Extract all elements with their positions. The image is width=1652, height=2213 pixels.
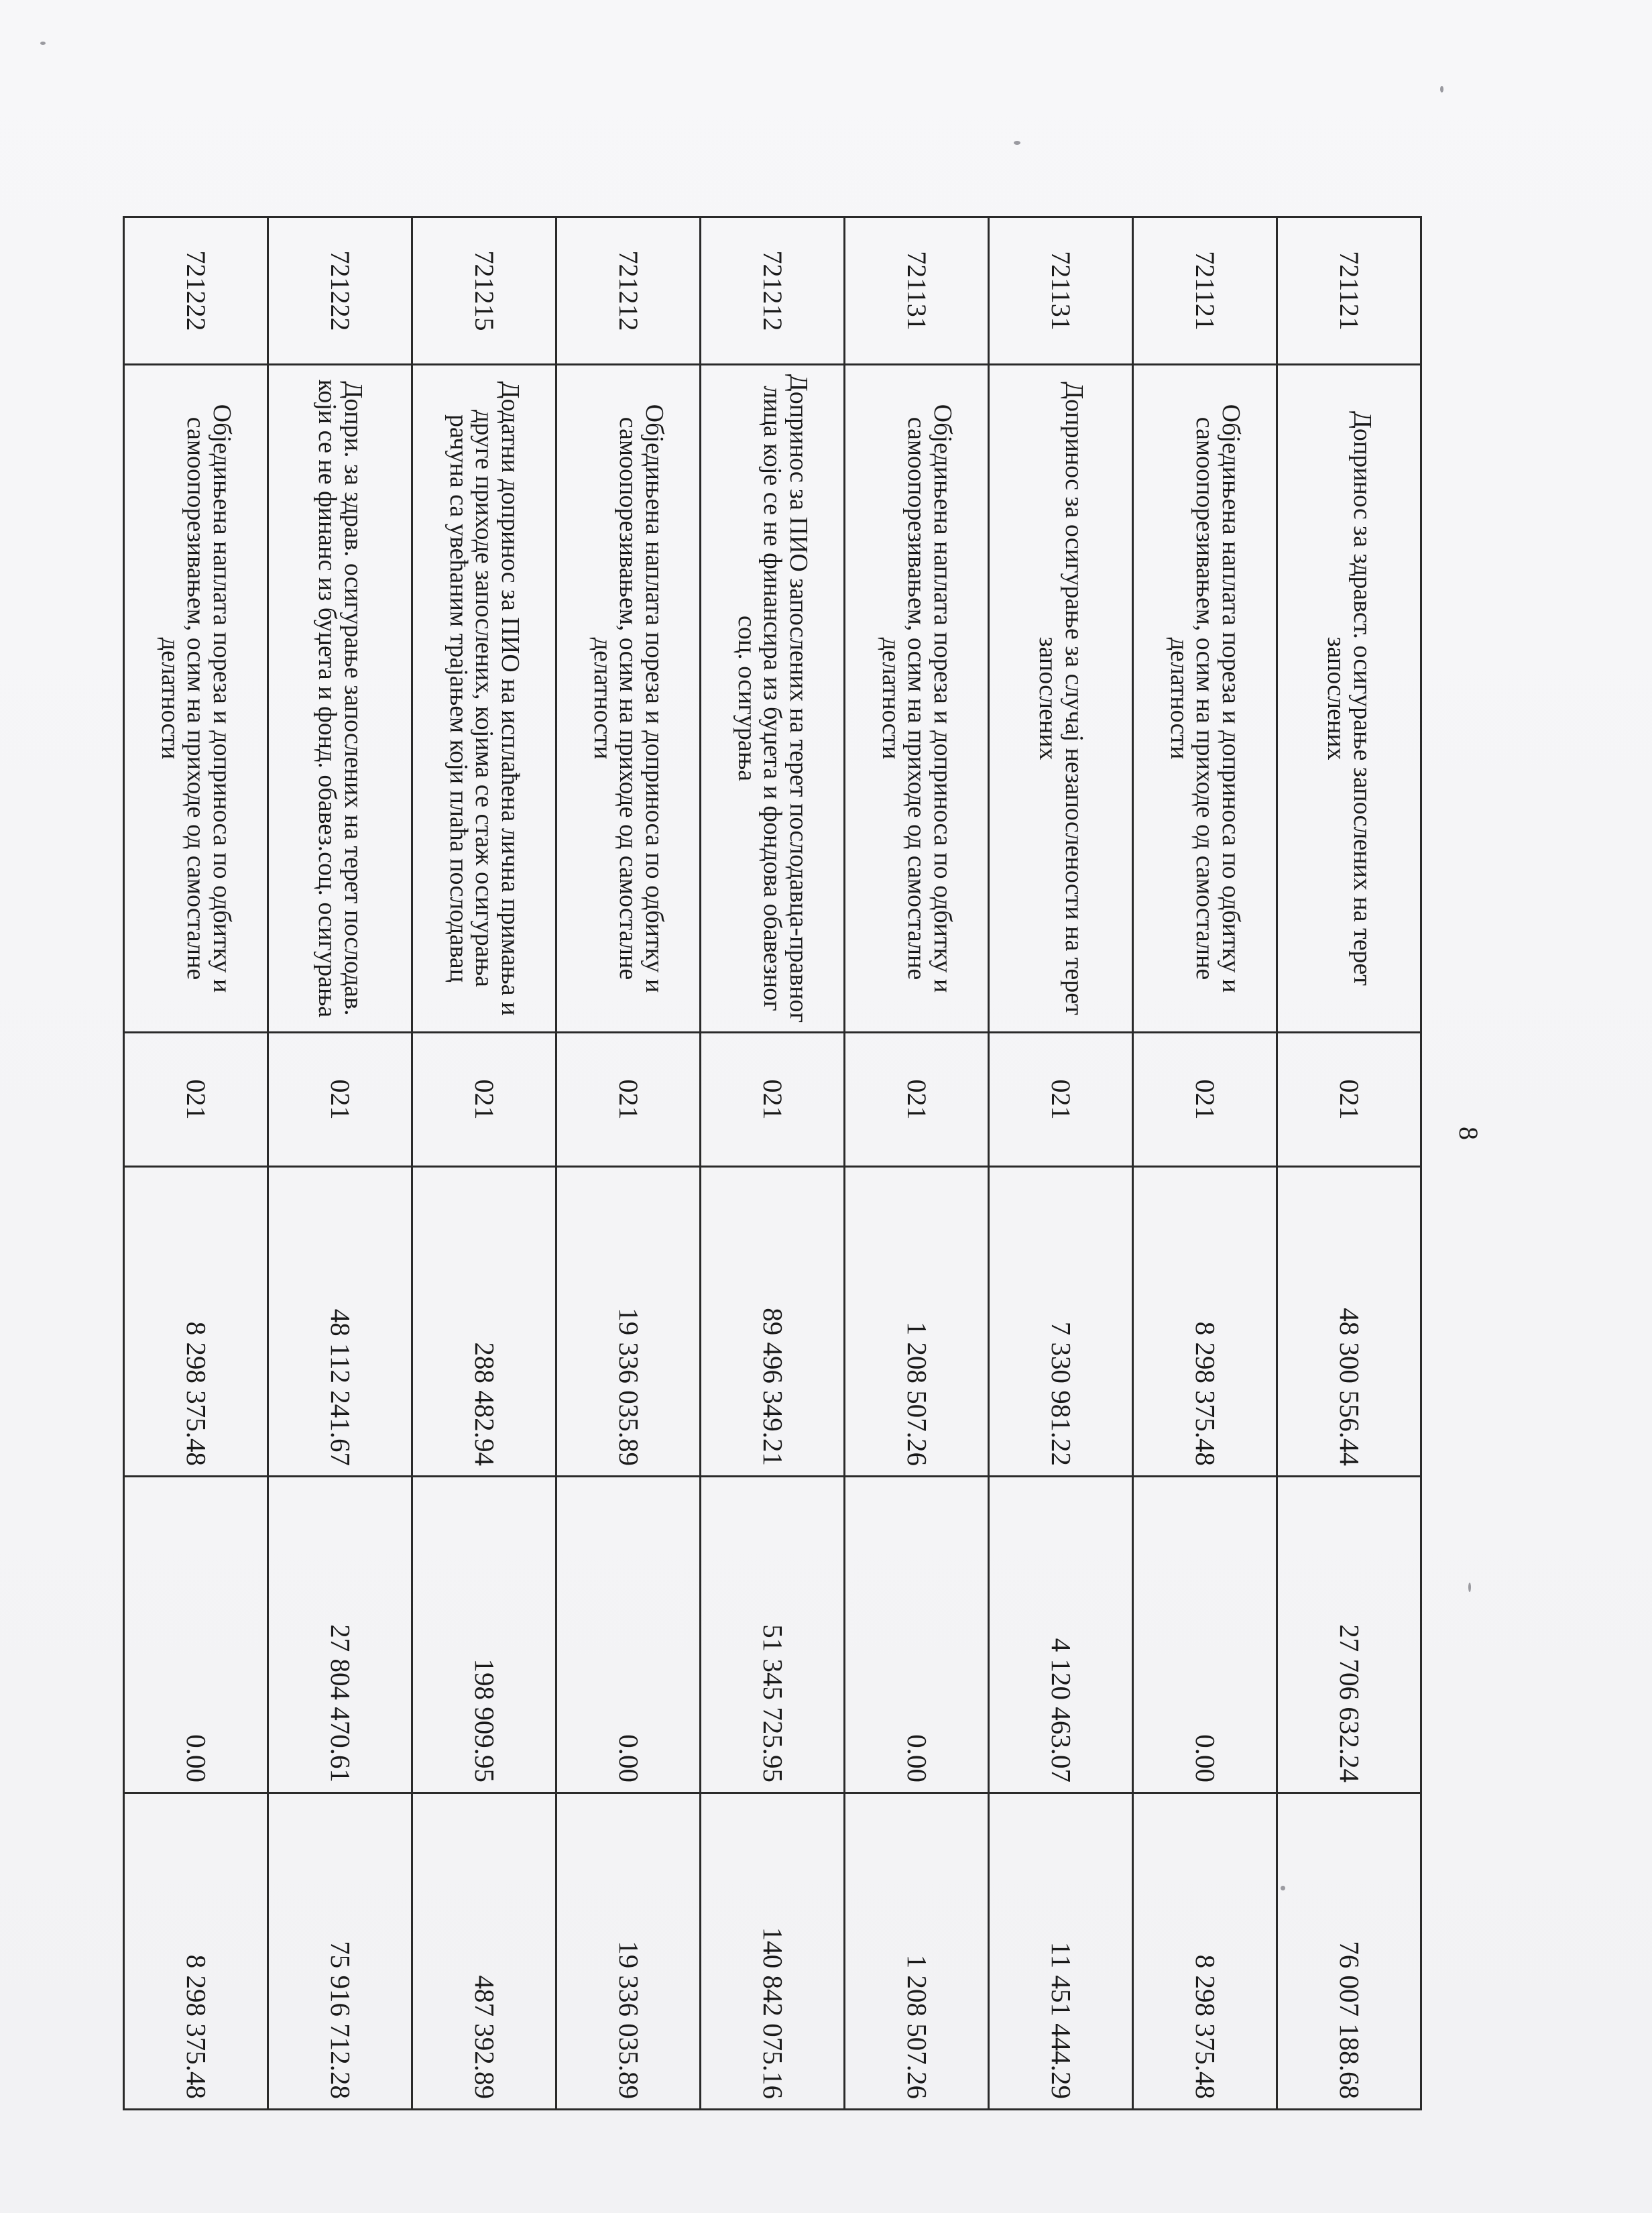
amount1-cell: 89 496 349.21 bbox=[701, 1167, 845, 1477]
total-cell: 487 392.89 bbox=[412, 1793, 556, 2110]
table-row bbox=[1277, 217, 1421, 2110]
amount2-cell: 0.00 bbox=[124, 1477, 268, 1793]
economic-code-cell: 721222 bbox=[268, 217, 412, 365]
table-row bbox=[268, 217, 412, 2110]
total-cell: 1 208 507.26 bbox=[845, 1793, 989, 2110]
total-cell: 8 298 375.48 bbox=[1133, 1793, 1277, 2110]
table-row bbox=[845, 217, 989, 2110]
account-code-cell: 021 bbox=[268, 1033, 412, 1167]
table-row bbox=[124, 217, 268, 2110]
description-cell: Допринос за осигурање за случај незапослености на терет запослених bbox=[989, 365, 1133, 1033]
amount1-cell: 48 300 556.44 bbox=[1277, 1167, 1421, 1477]
amount1-cell: 19 336 035.89 bbox=[556, 1167, 701, 1477]
amount1-cell: 1 208 507.26 bbox=[845, 1167, 989, 1477]
amount2-cell: 198 909.95 bbox=[412, 1477, 556, 1793]
description-cell: Обједињена наплата пореза и доприноса по одбитку и самоопорезивањем, осим на приходе од самосталне делатности bbox=[556, 365, 701, 1033]
table-row bbox=[1133, 217, 1277, 2110]
table-row bbox=[989, 217, 1133, 2110]
amount2-cell: 0.00 bbox=[845, 1477, 989, 1793]
description-cell: Допри. за здрав. осигурање запослених на терет послодав. који се не финанс из буџета и фонд. обавез.соц. осигурања bbox=[268, 365, 412, 1033]
description-cell: Допринос за здравст. осигурање запослених на терет запослених bbox=[1277, 365, 1421, 1033]
amount2-cell: 51 345 725.95 bbox=[701, 1477, 845, 1793]
description-cell: Допринос за ПИО запослених на терет послодавца-правног лица које се не финансира из буџета и фондова обавезног соц. осигурања bbox=[701, 365, 845, 1033]
account-code-cell: 021 bbox=[845, 1033, 989, 1167]
economic-code-cell: 721121 bbox=[1277, 217, 1421, 365]
description-cell: Обједињена наплата пореза и доприноса по одбитку и самоопорезивањем, осим на приходе од самосталне делатности bbox=[1133, 365, 1277, 1033]
total-cell: 75 916 712.28 bbox=[268, 1793, 412, 2110]
description-cell: Додатни допринос за ПИО на исплаћена лична примања и друге приходе запослених, којима се стаж осигурања рачуна са увећаним трајањем који плаћа послодавац bbox=[412, 365, 556, 1033]
amount1-cell: 8 298 375.48 bbox=[1133, 1167, 1277, 1477]
economic-code-cell: 721212 bbox=[556, 217, 701, 365]
total-cell: 19 336 035.89 bbox=[556, 1793, 701, 2110]
account-code-cell: 021 bbox=[1277, 1033, 1421, 1167]
amount2-cell: 4 120 463.07 bbox=[989, 1477, 1133, 1793]
table-row bbox=[412, 217, 556, 2110]
table-row bbox=[556, 217, 701, 2110]
amount1-cell: 48 112 241.67 bbox=[268, 1167, 412, 1477]
account-code-cell: 021 bbox=[556, 1033, 701, 1167]
amount2-cell: 27 804 470.61 bbox=[268, 1477, 412, 1793]
account-code-cell: 021 bbox=[701, 1033, 845, 1167]
amount1-cell: 288 482.94 bbox=[412, 1167, 556, 1477]
economic-code-cell: 721131 bbox=[845, 217, 989, 365]
amount2-cell: 0.00 bbox=[1133, 1477, 1277, 1793]
revenue-table bbox=[123, 216, 1422, 2110]
account-code-cell: 021 bbox=[124, 1033, 268, 1167]
account-code-cell: 021 bbox=[989, 1033, 1133, 1167]
total-cell: 8 298 375.48 bbox=[124, 1793, 268, 2110]
economic-code-cell: 721131 bbox=[989, 217, 1133, 365]
amount1-cell: 7 330 981.22 bbox=[989, 1167, 1133, 1477]
economic-code-cell: 721215 bbox=[412, 217, 556, 365]
description-cell: Обједињена наплата пореза и доприноса по одбитку и самоопорезивањем, осим на приходе од самосталне делатности bbox=[845, 365, 989, 1033]
amount2-cell: 0.00 bbox=[556, 1477, 701, 1793]
account-code-cell: 021 bbox=[412, 1033, 556, 1167]
table-row bbox=[701, 217, 845, 2110]
economic-code-cell: 721121 bbox=[1133, 217, 1277, 365]
description-cell: Обједињена наплата пореза и доприноса по одбитку и самоопорезивањем, осим на приходе од самосталне делатности bbox=[124, 365, 268, 1033]
amount2-cell: 27 706 632.24 bbox=[1277, 1477, 1421, 1793]
economic-code-cell: 721212 bbox=[701, 217, 845, 365]
amount1-cell: 8 298 375.48 bbox=[124, 1167, 268, 1477]
page-number: 8 bbox=[1454, 1127, 1484, 1140]
total-cell: 140 842 075.16 bbox=[701, 1793, 845, 2110]
account-code-cell: 021 bbox=[1133, 1033, 1277, 1167]
total-cell: 76 007 188.68 bbox=[1277, 1793, 1421, 2110]
total-cell: 11 451 444.29 bbox=[989, 1793, 1133, 2110]
economic-code-cell: 721222 bbox=[124, 217, 268, 365]
